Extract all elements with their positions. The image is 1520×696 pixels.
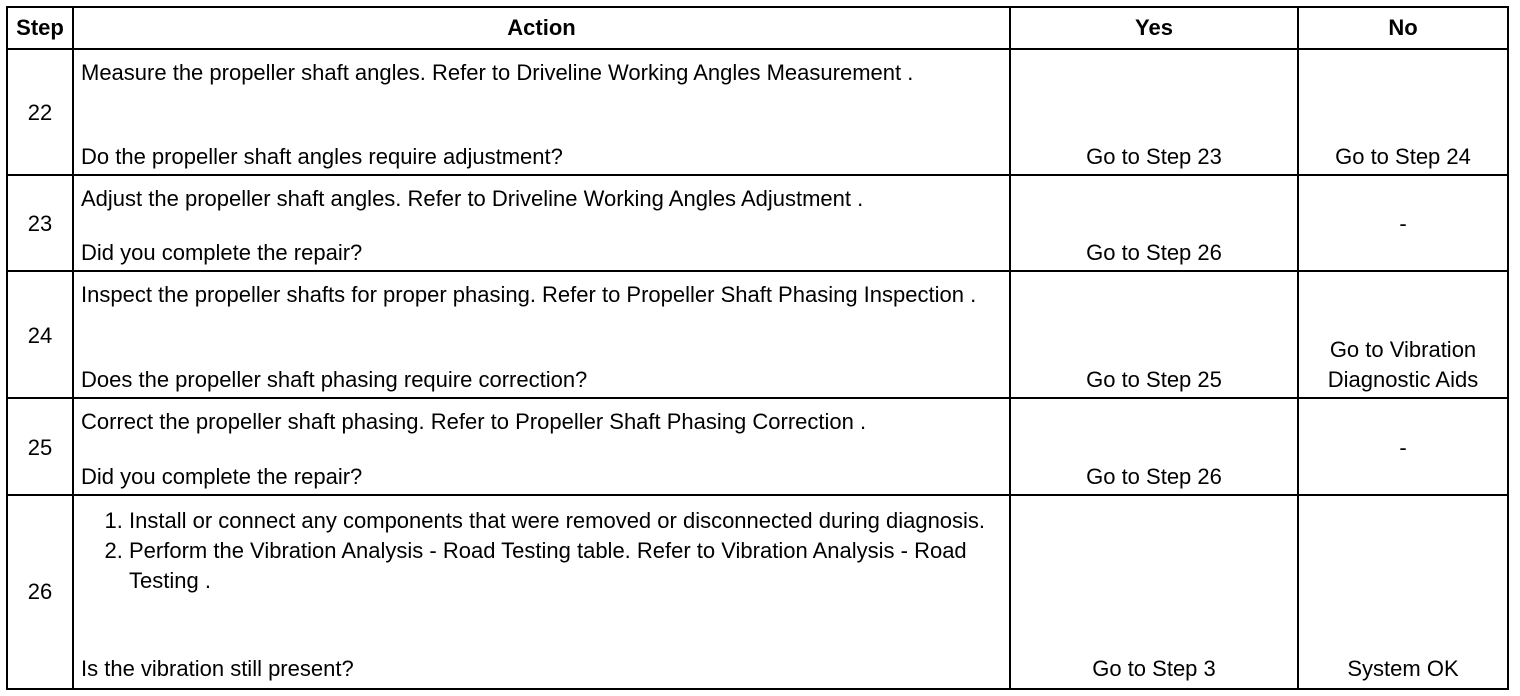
action-question: Did you complete the repair? bbox=[81, 240, 363, 265]
header-action: Action bbox=[72, 8, 1009, 48]
step-number: 22 bbox=[27, 100, 53, 125]
no-cell bbox=[1297, 272, 1507, 399]
yes-answer: Go to Step 26 bbox=[1086, 464, 1222, 489]
action-text: Inspect the propeller shafts for proper phasing. Refer to Propeller Shaft Phasing Inspection . bbox=[81, 282, 977, 307]
action-cell bbox=[72, 399, 1009, 496]
action-question: Is the vibration still present? bbox=[81, 656, 354, 681]
action-cell bbox=[72, 272, 1009, 399]
yes-cell bbox=[1009, 50, 1297, 176]
action-question: Did you complete the repair? bbox=[81, 464, 363, 489]
header-step: Step bbox=[16, 15, 64, 40]
substep-item: 1. Install or connect any components that were removed or disconnected during diagnosis. bbox=[129, 506, 1005, 536]
header-no: No bbox=[1297, 8, 1507, 48]
yes-answer: Go to Step 26 bbox=[1086, 240, 1222, 265]
no-cell bbox=[1297, 176, 1507, 272]
table-row bbox=[8, 494, 1507, 688]
header-yes: Yes bbox=[1009, 8, 1297, 48]
no-cell bbox=[1297, 496, 1507, 688]
table-row bbox=[8, 48, 1507, 176]
no-answer: System OK bbox=[1347, 656, 1459, 681]
action-question: Do the propeller shaft angles require adjustment? bbox=[81, 144, 563, 169]
no-cell bbox=[1297, 50, 1507, 176]
table-header-row bbox=[8, 8, 1507, 48]
yes-answer: Go to Step 3 bbox=[1092, 656, 1216, 681]
action-cell bbox=[72, 176, 1009, 272]
action-cell bbox=[72, 496, 1009, 688]
no-answer: Go to Vibration Diagnostic Aids bbox=[1327, 337, 1479, 392]
substep-item: 2. Perform the Vibration Analysis - Road Testing table. Refer to Vibration Analysis - Road Testing . bbox=[129, 536, 1005, 596]
yes-cell bbox=[1009, 399, 1297, 496]
step-number: 23 bbox=[27, 211, 53, 236]
action-text: Measure the propeller shaft angles. Refer to Driveline Working Angles Measurement . bbox=[81, 60, 914, 85]
yes-cell bbox=[1009, 272, 1297, 399]
yes-cell bbox=[1009, 496, 1297, 688]
yes-cell bbox=[1009, 176, 1297, 272]
step-number: 25 bbox=[27, 434, 53, 460]
table-row bbox=[8, 397, 1507, 496]
no-cell bbox=[1297, 399, 1507, 496]
no-answer: - bbox=[1399, 211, 1407, 236]
step-number: 26 bbox=[27, 579, 53, 604]
table-row bbox=[8, 174, 1507, 272]
action-cell bbox=[72, 50, 1009, 176]
no-answer: - bbox=[1399, 434, 1407, 460]
substep-list bbox=[81, 506, 1005, 596]
yes-answer: Go to Step 25 bbox=[1086, 367, 1222, 392]
diagnostic-table bbox=[6, 6, 1509, 690]
action-question: Does the propeller shaft phasing require correction? bbox=[81, 367, 588, 392]
no-answer: Go to Step 24 bbox=[1335, 144, 1471, 169]
step-number: 24 bbox=[27, 322, 53, 348]
table-row bbox=[8, 270, 1507, 399]
yes-answer: Go to Step 23 bbox=[1086, 144, 1222, 169]
action-text: Correct the propeller shaft phasing. Refer to Propeller Shaft Phasing Correction . bbox=[81, 409, 867, 434]
action-text: Adjust the propeller shaft angles. Refer to Driveline Working Angles Adjustment . bbox=[81, 186, 864, 211]
